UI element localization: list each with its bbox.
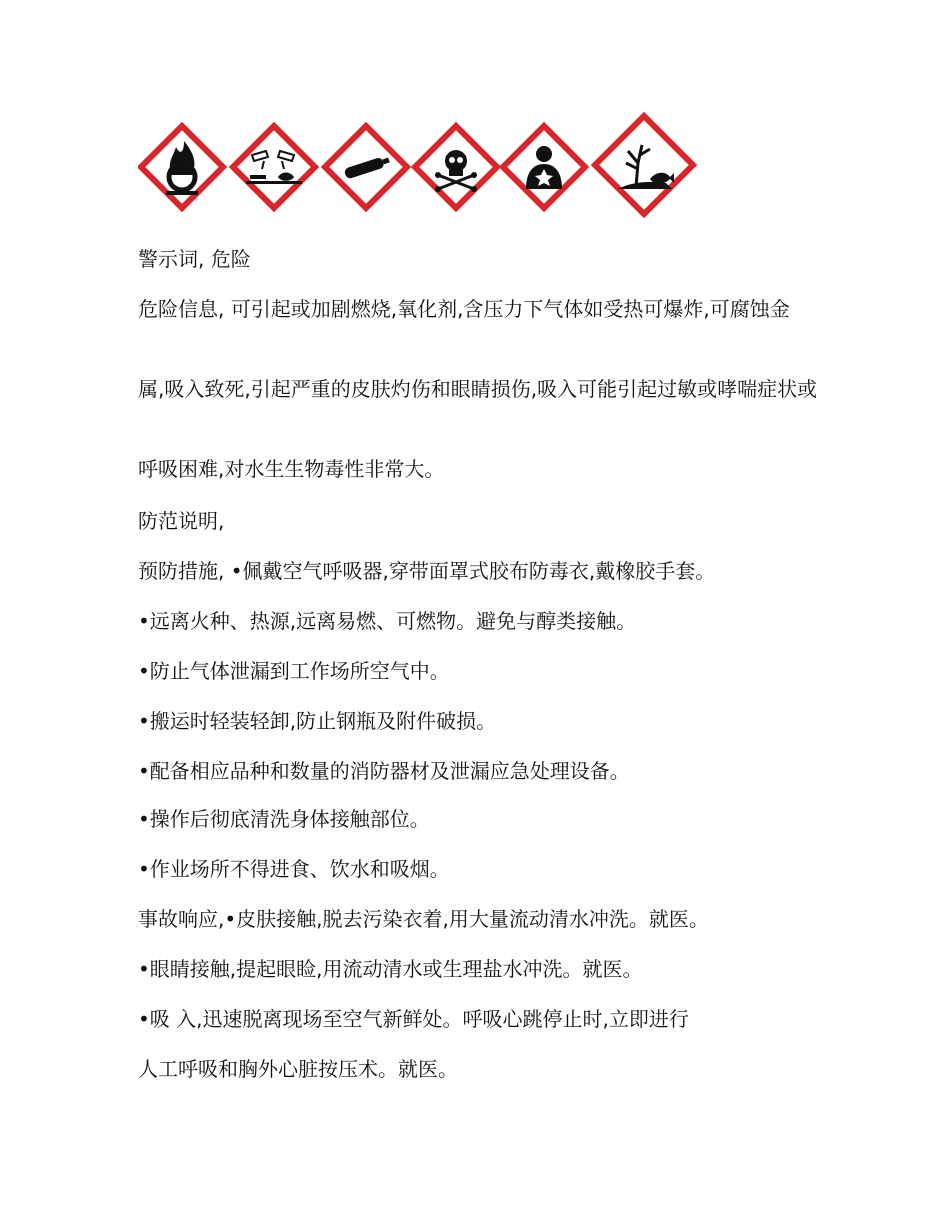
prevention-line-4: •搬运时轻装轻卸,防止钢瓶及附件破损。 <box>138 709 497 733</box>
prevention-line-1: 预防措施, •佩戴空气呼吸器,穿带面罩式胶布防毒衣,戴橡胶手套。 <box>138 559 716 583</box>
health-hazard-icon <box>503 126 585 208</box>
prevention-line-5: •配备相应品种和数量的消防器材及泄漏应急处理设备。 <box>138 759 630 783</box>
response-line-1: 事故响应,•皮肤接触,脱去污染衣着,用大量流动清水冲洗。就医。 <box>138 907 709 931</box>
oxidizer-flame-over-circle-icon <box>141 126 223 208</box>
prevention-line-2: •远离火种、热源,远离易燃、可燃物。避免与醇类接触。 <box>138 609 637 633</box>
corrosion-icon <box>233 126 315 208</box>
environment-icon <box>595 116 693 214</box>
prevention-line-3: •防止气体泄漏到工作场所空气中。 <box>138 659 450 683</box>
hazard-statement-line-3: 呼吸困难,对水生生物毒性非常大。 <box>138 457 445 481</box>
signal-word-line: 警示词, 危险 <box>138 247 251 271</box>
response-line-2: •眼睛接触,提起眼睑,用流动清水或生理盐水冲洗。就医。 <box>138 957 643 981</box>
prevention-line-6: •操作后彻底清洗身体接触部位。 <box>138 807 430 831</box>
prevention-line-7: •作业场所不得进食、饮水和吸烟。 <box>138 857 450 881</box>
hazard-statement-line-2: 属,吸入致死,引起严重的皮肤灼伤和眼睛损伤,吸入可能引起过敏或哮喘症状或 <box>138 377 818 401</box>
response-line-4: 人工呼吸和胸外心脏按压术。就医。 <box>138 1057 458 1081</box>
ghs-pictogram-row <box>138 112 698 222</box>
response-line-3: •吸 入,迅速脱离现场至空气新鲜处。呼吸心跳停止时,立即进行 <box>138 1007 689 1031</box>
skull-and-crossbones-icon <box>415 126 497 208</box>
hazard-statement-line-1: 危险信息, 可引起或加剧燃烧,氧化剂,含压力下气体如受热可爆炸,可腐蚀金 <box>138 297 790 321</box>
precaution-heading: 防范说明, <box>138 509 225 533</box>
gas-cylinder-icon <box>325 126 407 208</box>
